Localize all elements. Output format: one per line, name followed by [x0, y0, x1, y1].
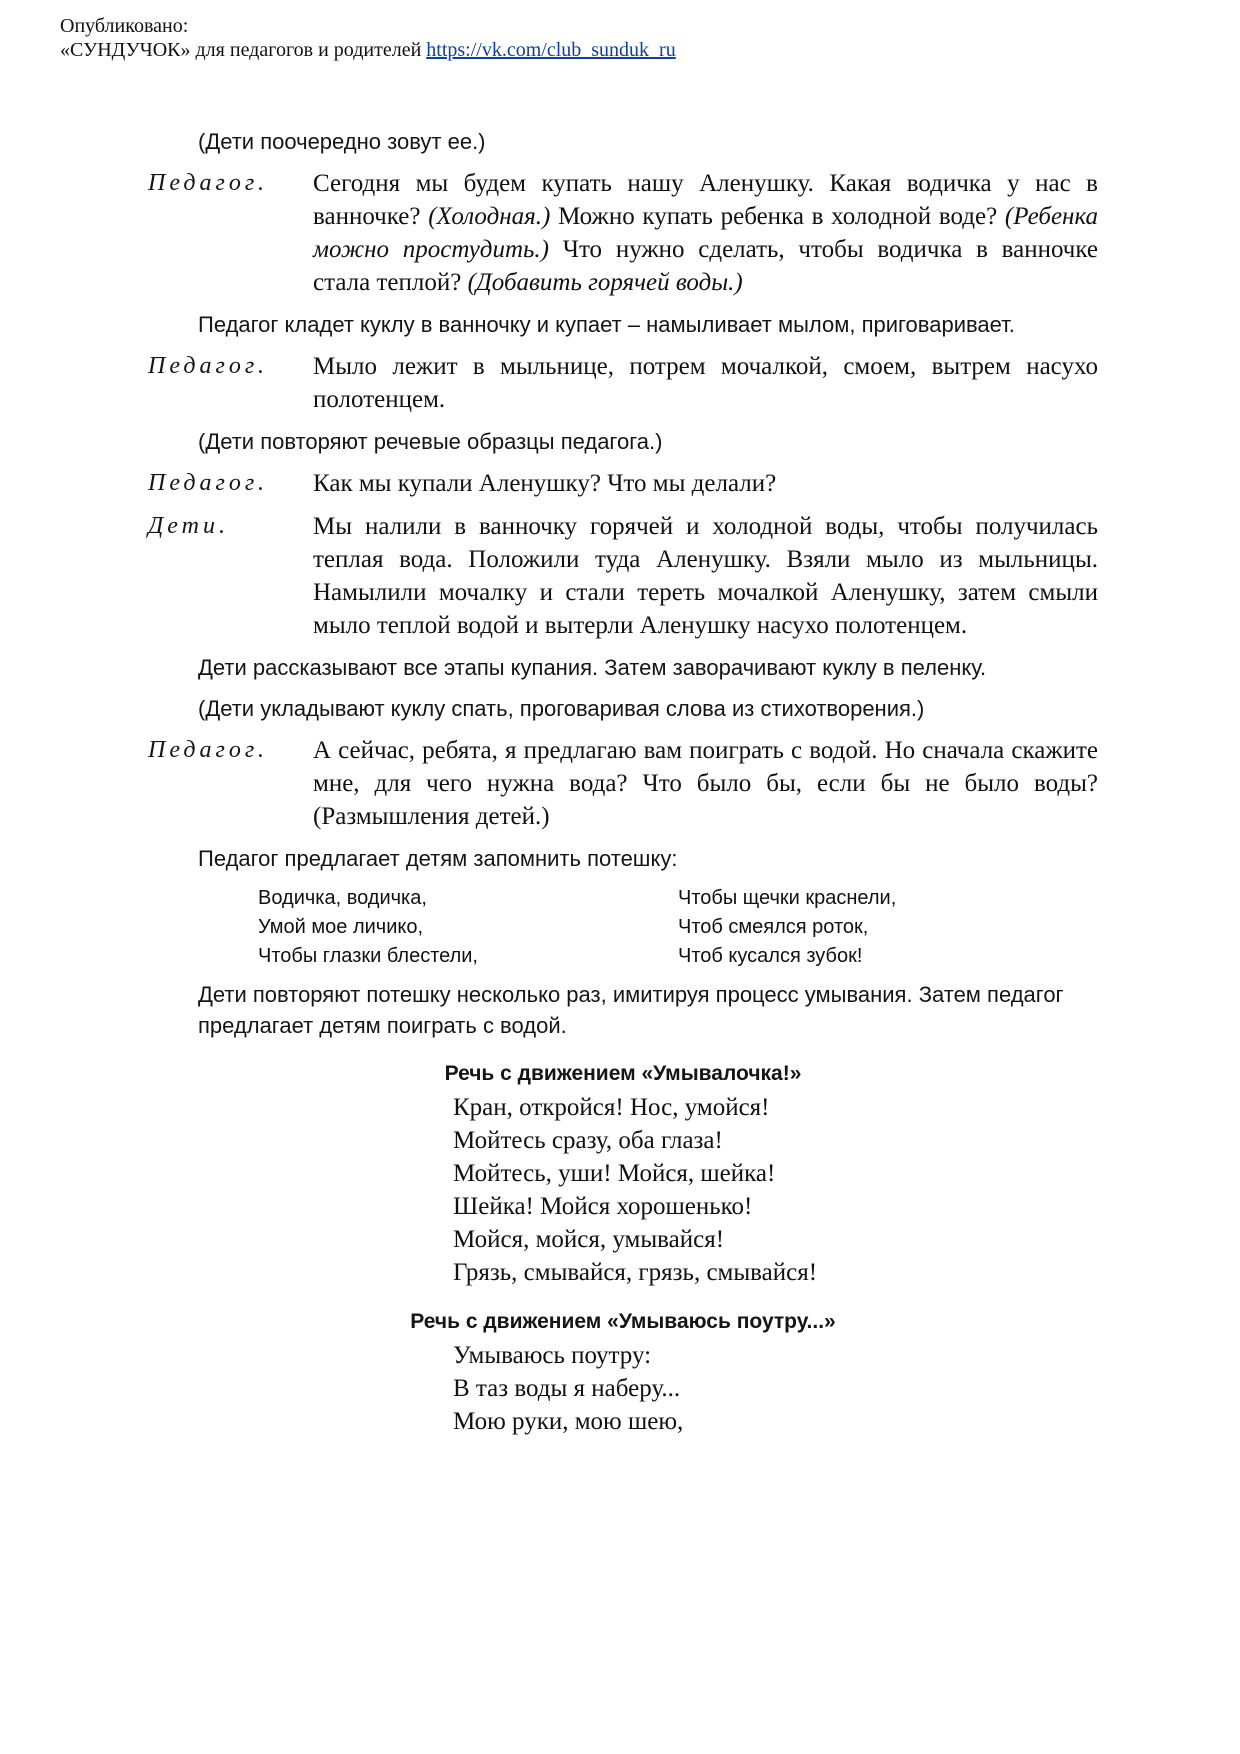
verse-line: Мойтесь, уши! Мойся, шейка!	[453, 1160, 776, 1187]
verse-line: Мойся, мойся, умывайся!	[453, 1226, 725, 1253]
rhyme-line: Чтоб кусался зубок!	[678, 945, 863, 967]
verse-line: В таз воды я наберу...	[453, 1375, 681, 1402]
document-body	[148, 126, 1098, 1438]
publication-link[interactable]: https://vk.com/club_sunduk_ru	[426, 39, 676, 61]
dialogue-line	[148, 167, 1098, 299]
speech-text: Мы налили в ванночку горячей и холодной воды, чтобы получилась теплая вода. Положили туда Аленушку. Взяли мыло из мыльницы. Намылили мочалку и стали тереть мочалкой Аленушку, затем смыли мыло теплой водой и вытерли Аленушку насухо полотенцем.	[313, 513, 1098, 639]
verse	[453, 1339, 1098, 1438]
speaker-label: Педагог.	[148, 737, 268, 763]
speech-text: Мыло лежит в мыльнице, потрем мочалкой, смоем, вытрем насухо полотенцем.	[313, 353, 1098, 413]
stage-direction: (Дети поочередно зовут ее.)	[198, 129, 486, 154]
verse-line: Мойтесь сразу, оба глаза!	[453, 1127, 723, 1154]
verse-line: Мою руки, мою шею,	[453, 1408, 684, 1435]
speech-text: Как мы купали Аленушку? Что мы делали?	[313, 470, 777, 497]
rhyme-column-right	[678, 884, 1098, 971]
dialogue-line	[148, 350, 1098, 416]
dialogue-line	[148, 467, 1098, 500]
rhyme-column-left	[258, 884, 678, 971]
stage-direction: Педагог предлагает детям запомнить потешку:	[198, 846, 678, 871]
publication-name: «СУНДУЧОК» для педагогов и родителей	[60, 39, 422, 61]
verse-line: Грязь, смывайся, грязь, смывайся!	[453, 1259, 818, 1286]
publication-header	[60, 14, 676, 62]
speech-text: Сегодня мы будем купать нашу Аленушку. Какая водичка у нас в ванночке? (Холодная.) Можно купать ребенка в холодной воде? (Ребенка можно простудить.) Что нужно сделать, чтобы водичка в ванночке стала теплой? (Добавить горячей воды.)	[313, 170, 1099, 296]
verse-line: Кран, откройся! Нос, умойся!	[453, 1094, 770, 1121]
verse-line: Умываюсь поутру:	[453, 1342, 652, 1369]
stage-direction: (Дети укладывают куклу спать, проговаривая слова из стихотворения.)	[198, 696, 925, 721]
speaker-label: Дети.	[148, 513, 229, 539]
speech-text: А сейчас, ребята, я предлагаю вам поиграть с водой. Но сначала скажите мне, для чего нужна вода? Что было бы, если бы не было воды? (Размышления детей.)	[313, 737, 1098, 830]
verse	[453, 1091, 1098, 1289]
stage-direction: Дети рассказывают все этапы купания. Затем заворачивают куклу в пеленку.	[198, 655, 987, 680]
rhyme-line: Чтобы щечки краснели,	[678, 887, 897, 909]
dialogue-line	[148, 734, 1098, 833]
speaker-label: Педагог.	[148, 353, 268, 379]
stage-direction: (Дети повторяют речевые образцы педагога.)	[198, 429, 663, 454]
rhyme	[258, 884, 1098, 971]
stage-direction: Дети повторяют потешку несколько раз, имитируя процесс умывания. Затем педагог предлагает детям поиграть с водой.	[198, 982, 1064, 1038]
publication-source	[60, 38, 676, 62]
speaker-label: Педагог.	[148, 470, 268, 496]
rhyme-line: Водичка, водичка,	[258, 887, 427, 909]
rhyme-line: Чтобы глазки блестели,	[258, 945, 478, 967]
section-title: Речь с движением «Умывалочка!»	[444, 1062, 802, 1085]
dialogue-line	[148, 510, 1098, 642]
publication-label: Опубликовано:	[60, 15, 189, 37]
section-title: Речь с движением «Умываюсь поутру...»	[410, 1310, 836, 1333]
rhyme-line: Чтоб смеялся роток,	[678, 916, 869, 938]
speaker-label: Педагог.	[148, 170, 268, 196]
verse-line: Шейка! Мойся хорошенько!	[453, 1193, 753, 1220]
rhyme-line: Умой мое личико,	[258, 916, 424, 938]
stage-direction: Педагог кладет куклу в ванночку и купает – намыливает мылом, приговаривает.	[198, 312, 1015, 337]
